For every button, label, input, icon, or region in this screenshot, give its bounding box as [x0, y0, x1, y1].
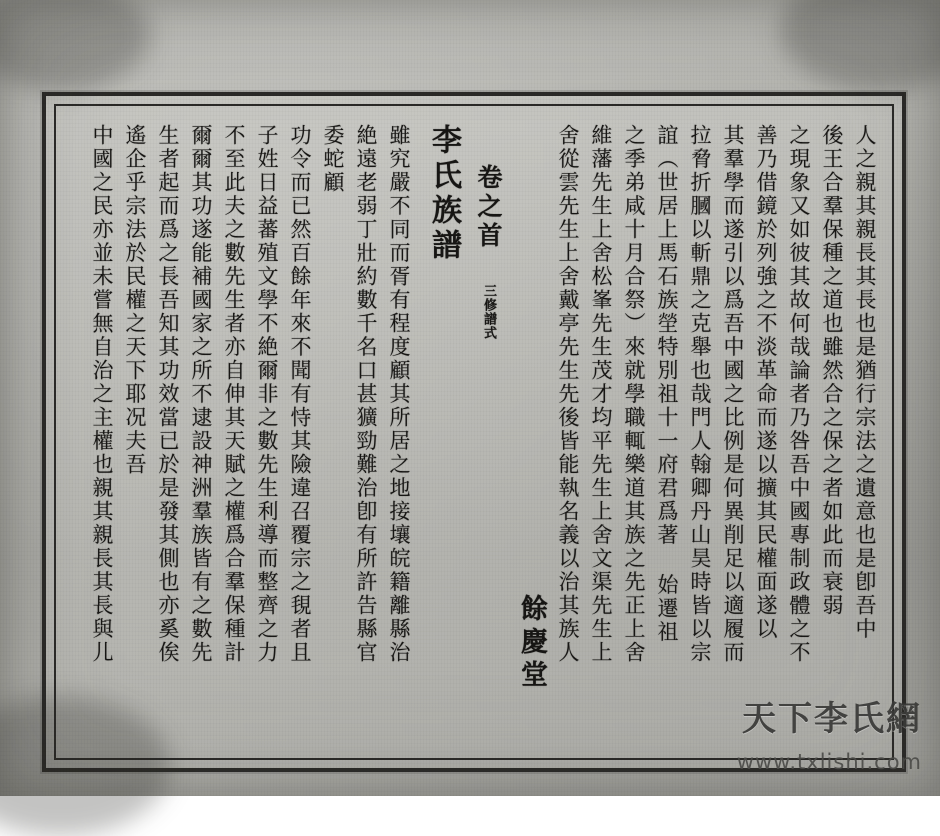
text-column: 遙企乎宗法於民權之天下耶况夫吾	[123, 124, 147, 477]
text-column: 誼（世居上馬石族塋特別祖十一府君爲著 始遷祖	[655, 124, 679, 644]
text-columns	[70, 120, 878, 744]
text-column: 後王合羣保種之道也雖然合之保之者如此而衰弱	[820, 124, 844, 618]
scan-blotch	[0, 0, 150, 90]
text-column: 絶遠老弱丁壯約數千名口甚獷勁難治卽有所許告縣官	[354, 124, 378, 665]
text-column: 功令而已然百餘年來不聞有恃其險違召覆宗之覒者且	[288, 124, 312, 665]
site-watermark: 天下李氏網	[742, 699, 922, 739]
text-column: 舍從雲先生上舍戴亭先生先後皆能執名義以治其族人	[556, 124, 580, 665]
text-column: 生者起而爲之長吾知其功效當已於是發其側也亦奚俟	[156, 124, 180, 665]
text-column: 之現象又如彼其故何哉論者乃咎吾中國專制政體之不	[787, 124, 811, 665]
text-column: 維藩先生上舍松峯先生茂才均平先生上舍文渠先生上	[589, 124, 613, 665]
woodblock-frame-inner	[54, 104, 894, 760]
text-column: 不至此夫之數先生者亦自伸其天賦之權爲合羣保種計	[222, 124, 246, 665]
woodblock-frame-outer	[42, 92, 906, 772]
hall-name-column	[504, 120, 548, 744]
text-column: 委蛇顧	[321, 124, 345, 195]
text-column: 中國之民亦並未嘗無自治之主權也親其親長其長與儿	[90, 124, 114, 665]
volume-column	[462, 120, 504, 744]
text-column: 雖究嚴不同而胥有程度顧其所居之地接壤皖籍離縣治	[387, 124, 411, 665]
site-watermark-url: www.txlishi.com	[736, 750, 922, 774]
text-column: 其羣學而遂引以爲吾中國之比例是何異削足以適履而	[721, 124, 745, 665]
volume-annotation: 三修譜式	[481, 284, 496, 340]
text-column: 爾爾其功遂能補國家之所不逮設神洲羣族皆有之數先	[189, 124, 213, 665]
text-column: 善乃借鏡於列強之不淡革命而遂以擴其民權面遂以	[754, 124, 778, 641]
scan-blotch	[780, 0, 940, 90]
text-column: 拉脅折膕以斬鼎之克舉也哉門人翰卿丹山昊時皆以宗	[688, 124, 712, 665]
hall-name-text: 餘慶堂	[516, 594, 547, 693]
text-column: 子姓日益蕃殖文學不絶爾非之數先生利導而整齊之力	[255, 124, 279, 665]
book-title-text: 李氏族譜	[426, 124, 461, 264]
volume-text: 卷之首	[474, 164, 503, 251]
text-column: 人之親其親長其長也是猶行宗法之遺意也是卽吾中	[853, 124, 877, 641]
text-column: 之季弟咸十月合祭）來就學職輒樂道其族之先正上舍	[622, 124, 646, 665]
book-title-column	[412, 120, 462, 744]
